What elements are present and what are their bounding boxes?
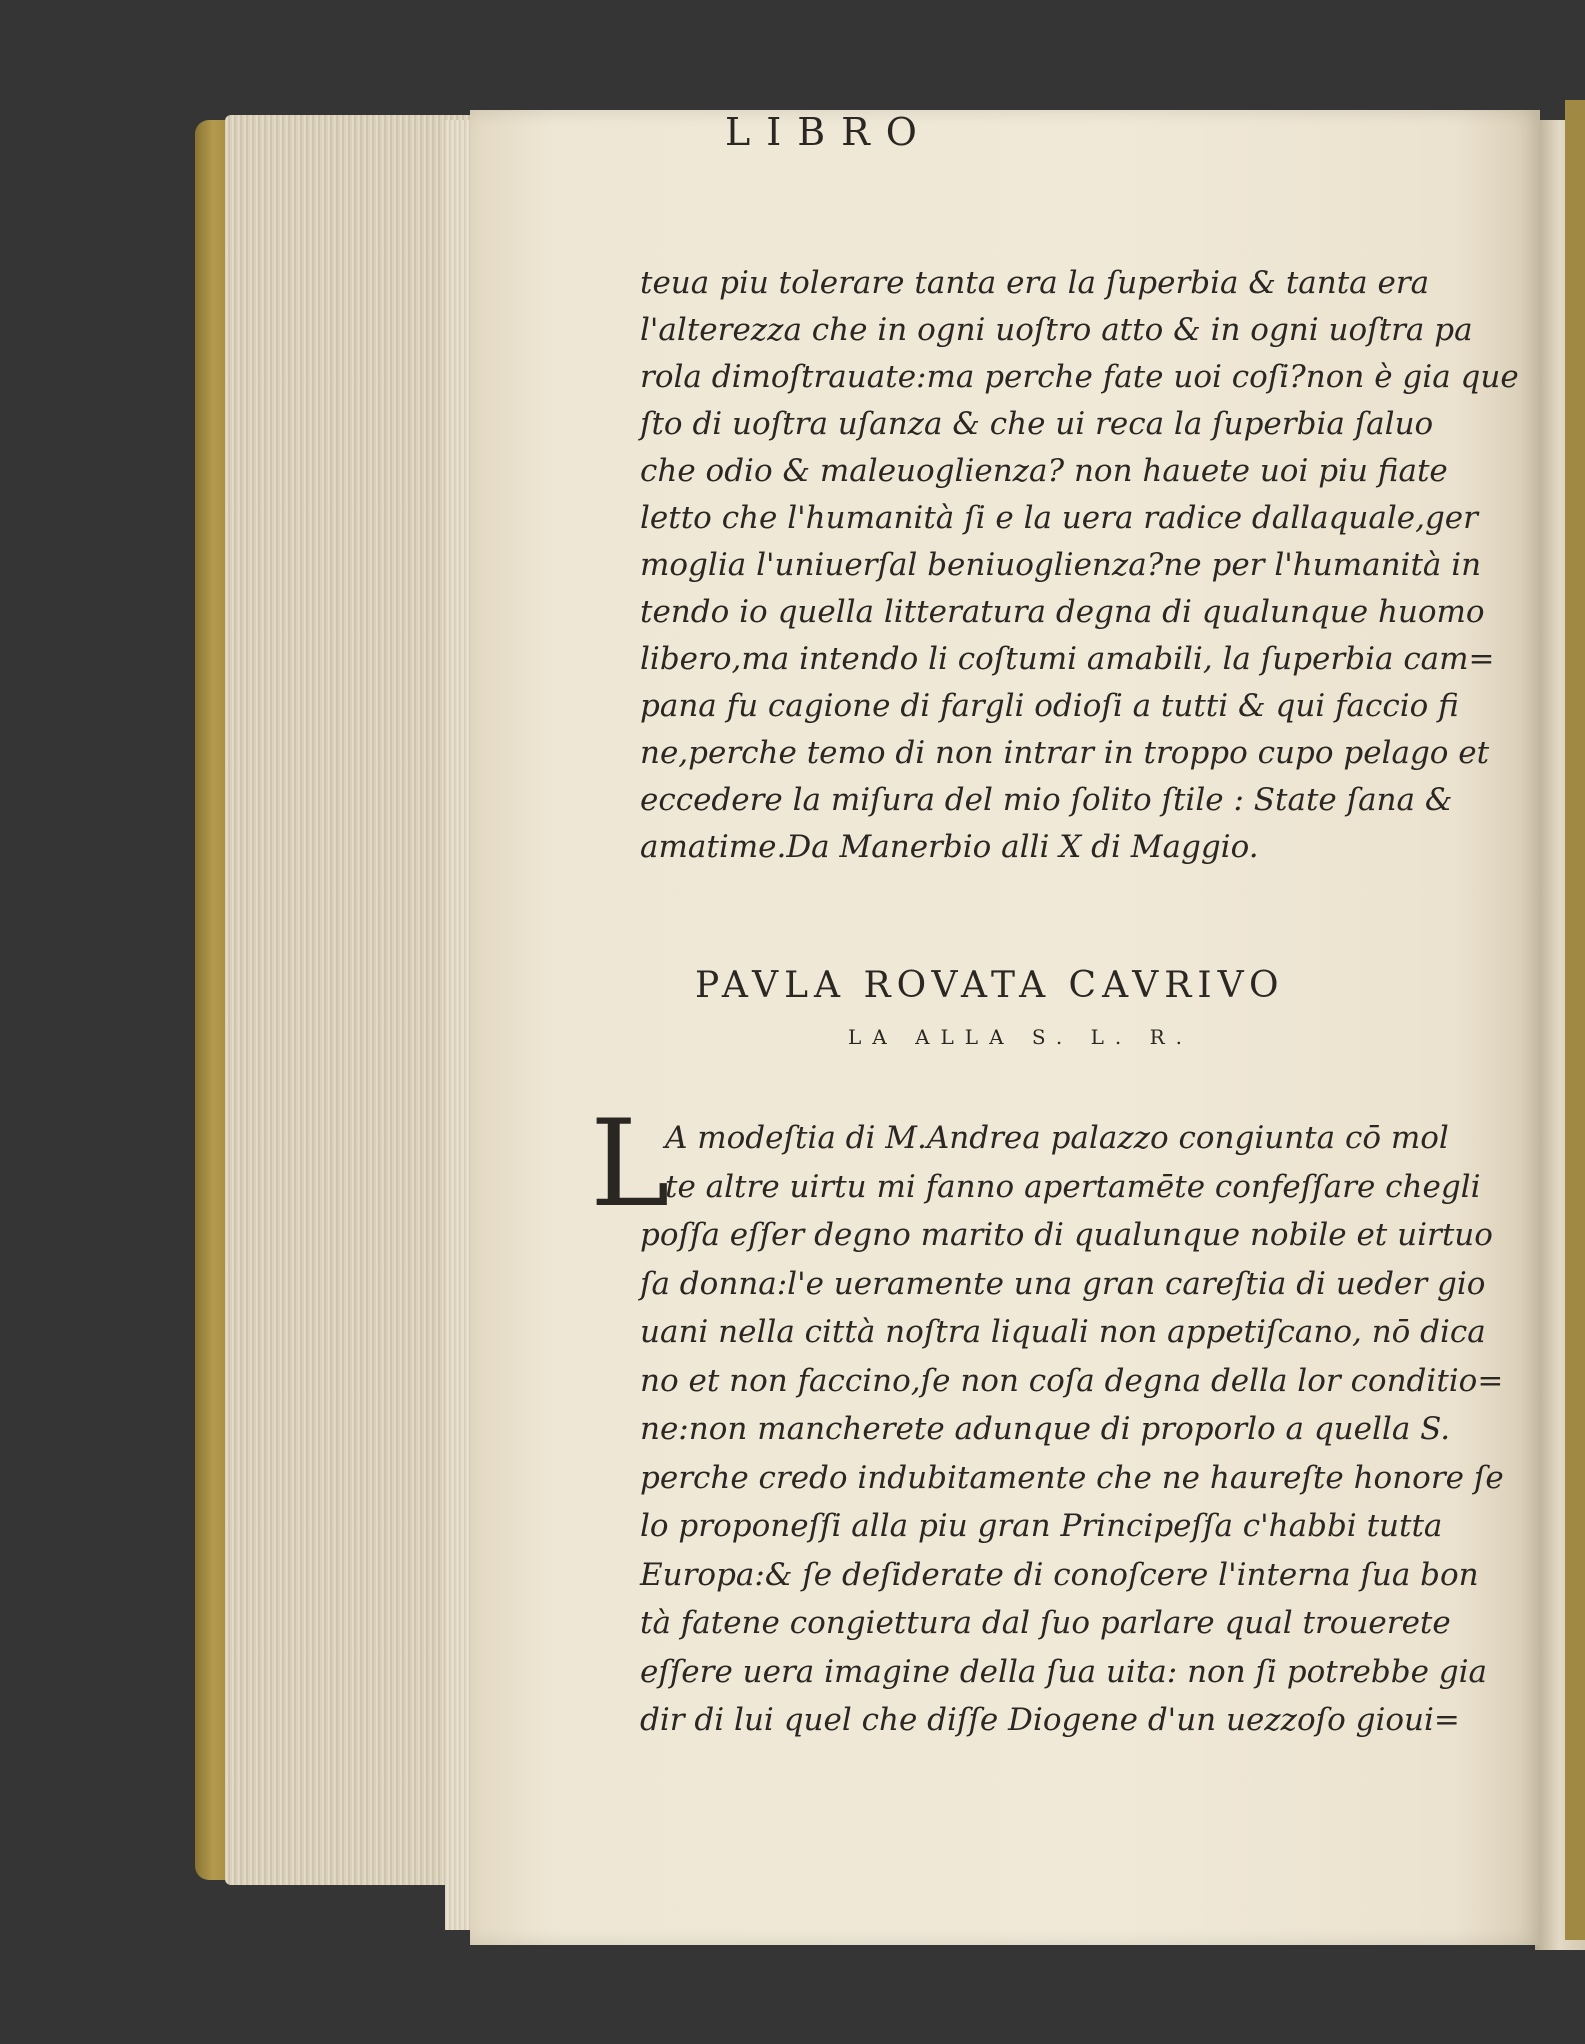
text-line: pana fu cagione di fargli odioſi a tutti & qui faccio fi [640,688,1459,724]
running-head: LIBRO [725,110,933,154]
text-line: ne,perche temo di non intrar in troppo cupo pelago et [640,735,1490,771]
text-line: A modeſtia di M.Andrea palazzo congiunta cō mol [665,1120,1449,1156]
text-line: l'alterezza che in ogni uoſtro atto & in ogni uoſtra pa [640,312,1473,348]
text-line: te altre uirtu mi fanno apertamēte confeſſare chegli [665,1168,1481,1205]
text-line: tà fatene congiettura dal ſuo parlare qual trouerete [640,1605,1451,1641]
letter-heading: PAVLA ROVATA CAVRIVO [695,965,1285,1006]
text-line: eccedere la miſura del mio ſolito ſtile : State ſana & [640,782,1453,818]
text-line: dir di lui quel che diſſe Diogene d'un uezzoſo gioui= [640,1702,1460,1738]
text-line: uani nella città noſtra liquali non appetiſcano, nō dica [640,1314,1486,1350]
text-line: ſa donna:l'e ueramente una gran careſtia di ueder gio [640,1265,1486,1302]
text-line: che odio & maleuoglienza? non hauete uoi piu fiate [640,453,1448,489]
text-line: Europa:& ſe deſiderate di conoſcere l'interna ſua bon [640,1556,1479,1593]
page-edges [225,115,475,1885]
text-line: libero,ma intendo li coſtumi amabili, la ſuperbia cam= [640,641,1495,677]
text-line: poſſa eſſer degno marito di qualunque nobile et uirtuo [640,1217,1493,1253]
text-line: ne:non mancherete adunque di proporlo a quella S. [640,1411,1451,1447]
text-line: lo proponeſſi alla piu gran Principeſſa c'habbi tutta [640,1508,1443,1544]
drop-cap: L [590,1095,670,1234]
text-line: rola dimoſtrauate:ma perche fate uoi coſi?non è gia que [640,359,1519,395]
text-line: no et non faccino,ſe non coſa degna della lor conditio= [640,1362,1504,1399]
text-line: teua piu tolerare tanta era la ſuperbia & tanta era [640,265,1430,301]
text-line: amatime.Da Manerbio alli X di Maggio. [640,829,1259,865]
text-line: perche credo indubitamente che ne haureſte honore ſe [640,1459,1504,1496]
text-line: moglia l'uniuerſal beniuoglienza?ne per l'humanità in [640,547,1482,583]
text-line: eſſere uera imagine della ſua uita: non ſi potrebbe gia [640,1653,1488,1690]
text-line: tendo io quella litteratura degna di qualunque huomo [640,594,1485,630]
text-line: letto che l'humanità ſi e la uera radice dallaquale,ger [640,500,1478,536]
book-cover-right [1565,100,1585,1940]
letter-subheading: LA ALLA S. L. R. [848,1025,1194,1049]
text-line: ſto di uoſtra uſanza & che ui reca la ſuperbia ſaluo [640,406,1434,442]
